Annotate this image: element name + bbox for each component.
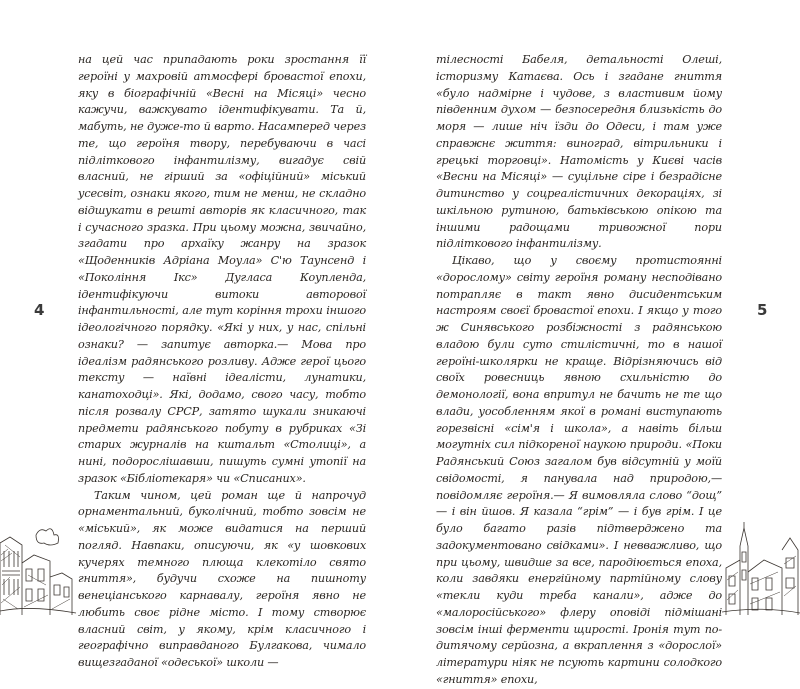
left-text-column	[78, 52, 366, 672]
paragraph: Таким чином, цей роман ще й напрочуд орнаментальний, буколічний, тобто зовсім не «міський», як може видатися на перший погляд. Навпаки, описуючи, як «у шовкових кучерях темного плюща клекотіло свято гниття», будучи схоже на пишноту венеціанського карнавалу, героїня явно не любить своє рідне місто. І тому створює власний світ, у якому, крім класичного і географічно виправданого Булгакова, чимало вищезгаданої «одеської» школи —	[78, 488, 366, 669]
paragraph: на цей час припадають роки зростання її героїні у махровій атмосфері бровастої епохи, яку в біографічній «Весні на Місяці» чесно кажучи, важкувато ідентифікувати. Та й, мабуть, не дуже-то й варто. Насамперед через те, що героїня твору, перебуваючи в часі підліткового інфантилізму, вигадує свій власний, не гірший за «офіційний» міський усесвіт, ознаки якого, тим не менш, не складно відшукати в решті авторів як класичного, так і сучасного зразка. При цьому можна, звичайно, згадати про архаїку жанру на зразок «Щоденників Адріана Моула» С'ю Таунсенд і «Покоління Ікс» Дугласа Коупленда, ідентифікуючи витоки авторової інфантильності, але тут коріння трохи іншого ідеологічного порядку. «Які у них, у нас, спільні ознаки? — запитує авторка.— Мова про ідеалізм радянського розливу. Адже герої цього тексту — наївні ідеалісти, лунатики, канатоходці». Які, додамо, свого часу, тобто після розвалу СРСР, затято шукали зникаючі предмети радянського побуту в рубриках «Зі старих журналів на кштальт «Столиці», а нині, подорослішавши, пишуть сумні утопії на зразок «Бібліотекаря» чи «Списаних».	[78, 53, 366, 485]
right-text-column	[436, 52, 722, 689]
right-page	[400, 0, 800, 686]
city-sketch-illustration-right	[722, 520, 800, 615]
left-page	[0, 0, 400, 669]
page-number-right: 5	[757, 301, 768, 319]
paragraph: тілесності Бабеля, детальності Олеші, історизму Катаєва. Ось і згадане гниття «було надмірне і чудове, з властивим йому південним духом — безпосередня близькість до моря — лише ніч їзди до Одеси, і там уже справжнє життя: виноград, вітрильники і грецькі торговці». Натомість у Києві часів «Весни на Місяці» — суцільне сіре і безрадісне дитинство у соцреалістичних декораціях, зі шкільною рутиною, батьківською опікою та іншими радощами тривожної пори підліткового інфантилізму.	[436, 53, 722, 251]
city-sketch-illustration-left	[0, 515, 80, 615]
paragraph: Цікаво, що у своєму протистоянні «дорослому» світу героїня роману несподівано потрапляє в такт явно дисидентським настроям своєї бровастої епохи. І якщо у того ж Синявського розбіжності з радянською владою були суто стилістичні, то в нашої героїні-школярки не краще. Відрізняючись від своїх ровесниць явною схильністю до демонології, вона впритул не бачить не те що влади, уособленням якої в романі виступають горезвісні «сім'я і школа», а навіть більш могутніх сил підкореної наукою природи. «Поки Радянський Союз загалом був відсутній у моїй свідомості, я панувала над природою,— повідомляє героїня.— Я вимовляла слово “дощ” — і він йшов. Я казала “грім” — і був грім. І це було багато разів підтверджено та задокументовано свідками». І невважливо, що при цьому, швидше за все, пародіюється епоха, коли завдяки енергійному партійному слову «текли куди треба канали», адже до «малоросійського» флеру оповіді підмішані зовсім інші ферменти щирості. Іронія тут по-дитячому серйозна, а вкраплення з «дорослої» літератури ніяк не псують картини солодкого «гниття» епохи,	[436, 254, 722, 686]
page-number-left: 4	[34, 301, 45, 319]
